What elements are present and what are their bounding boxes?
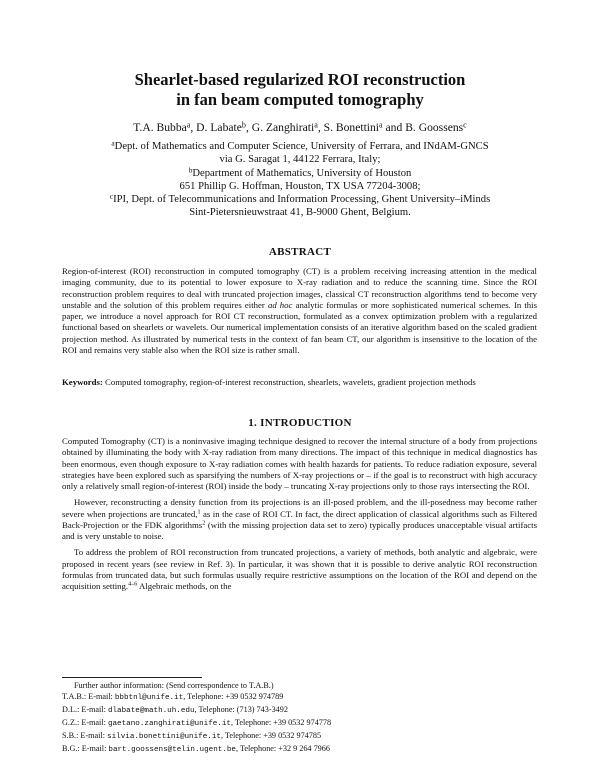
- author-name: S. Bonettini: [323, 121, 380, 134]
- email-address[interactable]: silvia.bonettini@unife.it: [107, 733, 221, 742]
- footnote-author: S.B.: E-mail:: [62, 731, 108, 741]
- email-address[interactable]: bbbtnl@unife.it: [114, 694, 184, 703]
- author-name: T.A. Bubba: [133, 121, 187, 134]
- affiliation-b-line-2: 651 Phillip G. Hoffman, Houston, TX USA 77204-3008;: [179, 180, 421, 192]
- citation: 1: [197, 509, 201, 515]
- citation: 4–6: [128, 581, 138, 588]
- author-affil-mark: a: [379, 120, 383, 130]
- footnote-intro: Further author information: (Send correspondence to T.A.B.): [74, 681, 274, 690]
- affiliation-text: Dept. of Mathematics and Computer Science, University of Ferrara, and INdAM-GNCS: [114, 141, 489, 152]
- keywords: [62, 377, 537, 388]
- affiliation-c-line-1: [0, 193, 600, 206]
- author-affil-mark: a: [186, 120, 191, 130]
- footnote-entry: [62, 730, 537, 743]
- affiliation-c-line-2: Sint-Pietersnieuwstraat 41, B-9000 Ghent, Belgium.: [189, 207, 411, 219]
- affiliation-a-line-1: [0, 140, 600, 153]
- author-affil-mark: c: [463, 120, 467, 130]
- phone-number: , Telephone: +32 9 264 7966: [236, 744, 330, 754]
- intro-text: Algebraic methods, on the: [137, 581, 232, 591]
- author-affil-mark: a: [314, 120, 318, 130]
- affiliation-mark: b: [188, 165, 193, 175]
- author-list: [0, 121, 600, 135]
- footnote-author: B.G.: E-mail:: [62, 744, 109, 754]
- footnote-entry: [62, 704, 537, 717]
- email-address[interactable]: dlabate@math.uh.edu: [107, 707, 195, 716]
- author-separator: ,: [245, 121, 252, 134]
- footnotes: [62, 680, 537, 757]
- footnote-entry: [62, 743, 537, 756]
- footnote-entry: [62, 691, 537, 704]
- abstract-text: Region-of-interest (ROI) reconstruction in computed tomography (CT) is a problem receiving increasing attention in the medical imaging community, due to its potential to lower exposure to X-ray radiation and to reduce the scanning time. Since the ROI reconstruction problem requires to deal with truncated projection images, classical CT reconstruction algorithms tend to become very unstable and the solution of this problem requires either: [62, 266, 537, 310]
- intro-paragraph-1: Computed Tomography (CT) is a noninvasive imaging technique designed to recover the internal structure of a body from projections obtained by illuminating the body with X-ray radiation from many directions. The impact of this technique in medical diagnostics has been enormous, even though exposure to X-ray radiation comes with health hazards for patients. To reduce radiation exposure, several strategies have been explored such as sparsifying the numbers of X-ray projections or – if the goal is to reconstruct with high accuracy only a relatively small region-of-interest (ROI) inside the body – truncating X-ray projections only to those rays intersecting the ROI.: [62, 436, 537, 491]
- abstract-heading: ABSTRACT: [268, 246, 332, 258]
- author-affil-mark: b: [241, 120, 246, 130]
- author-separator: ,: [190, 121, 197, 134]
- introduction-heading: 1. INTRODUCTION: [248, 417, 352, 429]
- phone-number: , Telephone: +39 0532 974778: [230, 718, 332, 728]
- abstract-italic-term: ad hoc: [267, 299, 293, 310]
- intro-text: as in the case of ROI CT. In fact, the direct application of classical algorithms such as Filtered Back-Projection or the FDK algorithms: [62, 508, 537, 530]
- footnote-author: T.A.B.: E-mail:: [62, 692, 115, 702]
- author-name: B. Goossens: [405, 121, 464, 134]
- intro-text: However, reconstructing a density function from its projections is an ill-posed problem, and the ill-posedness may become rather severe when projections are truncated,: [62, 497, 537, 519]
- intro-text: To address the problem of ROI reconstruction from truncated projections, a variety of methods, both analytic and algebraic, were proposed in recent years (see review in Ref. 3). In particular, it was shown that it is possible to derive analytic ROI reconstruction formulas from truncated data, but such formulas usually require restrictive assumptions on the location of the ROI and depend on the acquisition setting.: [62, 547, 537, 591]
- phone-number: , Telephone: (713) 743-3492: [194, 705, 288, 715]
- footnote-author: D.L.: E-mail:: [62, 705, 108, 715]
- intro-text: (with the missing projection data set to zero) typically produces unacceptable visual artifacts and is very unstable to noise.: [62, 519, 537, 541]
- paper-title: [0, 70, 600, 110]
- author-name: D. Labate: [196, 121, 242, 134]
- author-separator: and: [382, 121, 406, 134]
- affiliation-text: Department of Mathematics, University of Houston: [192, 167, 412, 179]
- abstract-paragraph: [62, 266, 537, 356]
- phone-number: , Telephone: +39 0532 974785: [220, 731, 322, 741]
- keywords-label: Keywords:: [62, 377, 103, 387]
- author-name: G. Zanghirati: [251, 121, 315, 134]
- affiliations: [0, 140, 600, 220]
- footnote-author: G.Z.: E-mail:: [62, 718, 108, 728]
- phone-number: , Telephone: +39 0532 974789: [183, 692, 284, 702]
- citation: 2: [202, 520, 206, 527]
- intro-paragraph-3: [62, 547, 537, 592]
- introduction-body: [62, 436, 537, 592]
- title-line-1: Shearlet-based regularized ROI reconstruction: [134, 70, 466, 89]
- footnote-rule: [62, 677, 202, 678]
- title-line-2: in fan beam computed tomography: [176, 90, 424, 109]
- footnote-entry: [62, 717, 537, 730]
- affiliation-text: IPI, Dept. of Telecommunications and Information Processing, Ghent University–iMinds: [113, 194, 491, 206]
- affiliation-b-line-1: [0, 167, 600, 180]
- abstract-body: [62, 266, 537, 356]
- affiliation-mark: a: [111, 138, 115, 148]
- email-address[interactable]: gaetano.zanghirati@unife.it: [107, 720, 231, 729]
- abstract-text: analytic formulas or more sophisticated numerical schemes. In this paper, we introduce a novel approach for ROI CT reconstruction, formulated as a convex optimization problem with a regularized functional based on shearlets or wavelets. Our numerical implementation consists of an iterative algorithm based on the scaled gradient projection method. As illustrated by numerical tests in the context of fan beam CT, our algorithm is insensitive to the location of the ROI and remains very stable also when the ROI size is rather small.: [62, 299, 538, 355]
- intro-paragraph-2: [62, 497, 537, 542]
- affiliation-a-line-2: via G. Saragat 1, 44122 Ferrara, Italy;: [219, 154, 381, 166]
- email-address[interactable]: bart.goossens@telin.ugent.be: [108, 746, 236, 755]
- affiliation-mark: c: [109, 191, 114, 201]
- keywords-text: Computed tomography, region-of-interest reconstruction, shearlets, wavelets, gradient projection methods: [102, 377, 476, 387]
- author-separator: ,: [317, 121, 324, 134]
